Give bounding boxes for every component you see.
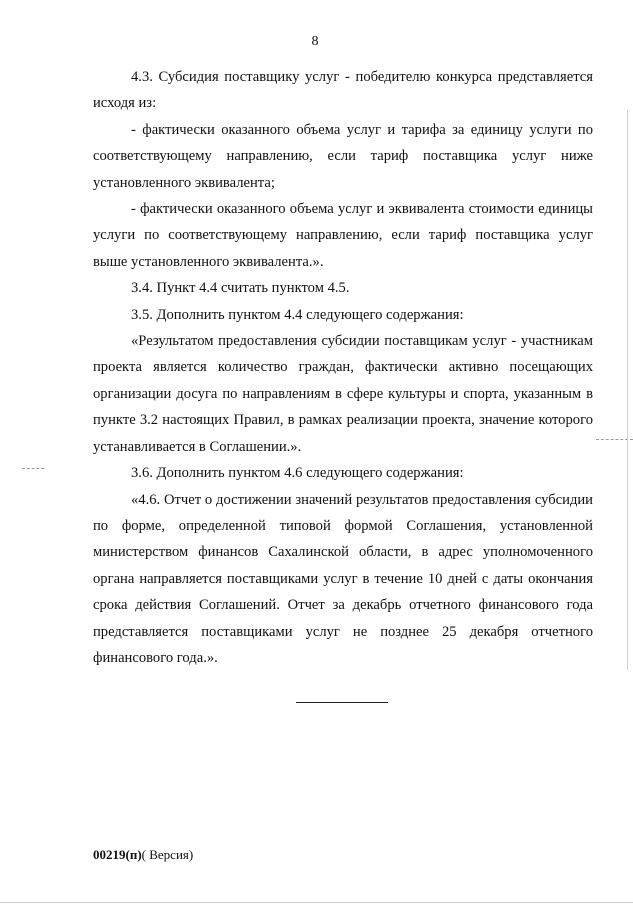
scan-mark-left (22, 468, 44, 469)
paragraph-3-5: 3.5. Дополнить пунктом 4.4 следующего содержания: (131, 306, 464, 323)
paragraph-4-6: «4.6. Отчет о достижении значений результатов предоставления субсидии по форме, определенной типовой формой Соглашения, установленной министерством финансов Сахалинской области, в адрес уполномоченного органа направляется поставщиками услуг в течение 10 дней с даты окончания срока действия Соглашений. Отчет за декабрь отчетного финансового года представляется поставщиками услуг не позднее 25 декабря отчетного финансового года.». (93, 491, 593, 666)
paragraph-item-2: - фактически оказанного объема услуг и эквивалента стоимости единицы услуги по соответствующему направлению, если тариф поставщика услуг выше установленного эквивалента.». (93, 201, 593, 270)
page-number: 8 (311, 34, 319, 49)
paragraph-3-4: 3.4. Пункт 4.4 считать пунктом 4.5. (131, 280, 350, 297)
paragraph-item-1: - фактически оказанного объема услуг и тарифа за единицу услуги по соответствующему направлению, если тариф поставщика услуг ниже установленного эквивалента; (93, 121, 593, 191)
scan-edge-line (627, 110, 628, 670)
paragraph-4-3: 4.3. Субсидия поставщику услуг - победителю конкурса представляется исходя из: (93, 69, 593, 112)
scan-bottom-edge (0, 902, 633, 903)
document-version: ( Версия) (141, 847, 194, 862)
paragraph-result: «Результатом предоставления субсидии поставщикам услуг - участникам проекта является количество граждан, фактически активно посещающих организации досуга по направлениям в сфере культуры и спорта, указанным в пункте 3.2 настоящих Правил, в рамках реализации проекта, значение которого устанавливается в Соглашении.». (93, 333, 593, 455)
document-body (93, 64, 593, 671)
document-code (93, 847, 193, 863)
paragraph-3-6: 3.6. Дополнить пунктом 4.6 следующего содержания: (131, 465, 464, 482)
document-code-number: 00219(п) (93, 847, 142, 862)
closing-separator-line (296, 702, 388, 703)
